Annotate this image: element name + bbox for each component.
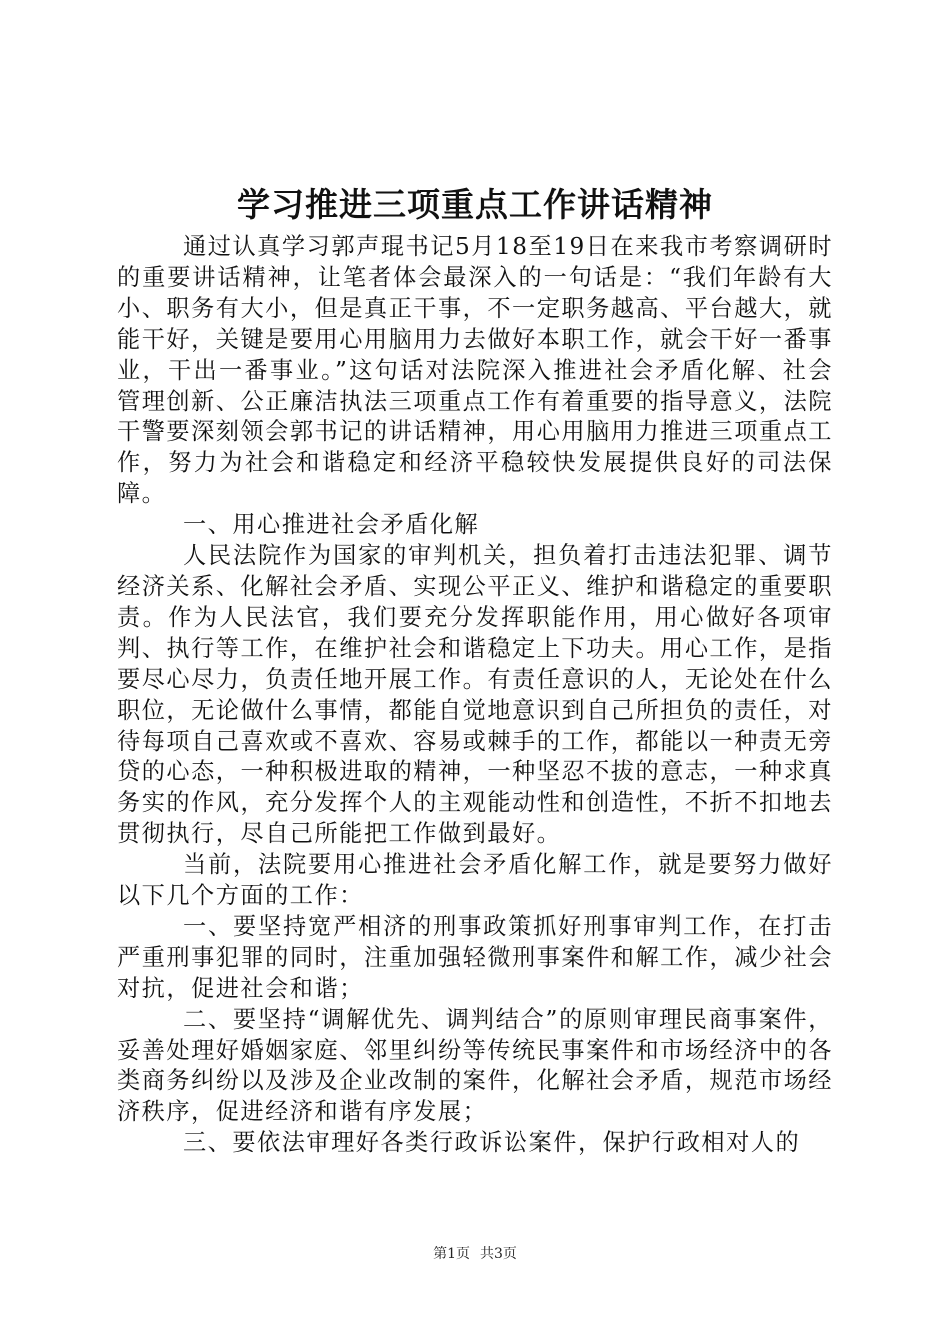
page-footer <box>0 1244 950 1264</box>
page-number: 第1页 <box>433 1246 470 1262</box>
paragraph-current-tasks: 当前，法院要用心推进社会矛盾化解工作，就是要努力做好以下几个方面的工作： <box>117 851 833 910</box>
section-heading-1: 一、用心推进社会矛盾化解 <box>183 511 480 539</box>
paragraph-intro: 通过认真学习郭声琨书记5月18至19日在来我市考察调研时的重要讲话精神，让笔者体会最深入的一句话是：“我们年龄有大小、职务有大小，但是真正干事，不一定职务越高、平台越大，就能干好，关键是要用心用脑用力去做好本职工作，就会干好一番事业，干出一番事业。”这句话对法院深入推进社会矛盾化解、社会管理创新、公正廉洁执法三项重点工作有着重要的指导意义，法院干警要深刻领会郭书记的讲话精神，用心用脑用力推进三项重点工作，努力为社会和谐稳定和经济平稳较快发展提供良好的司法保障。 <box>117 233 833 508</box>
list-item-administrative: 三、要依法审理好各类行政诉讼案件，保护行政相对人的 <box>183 1129 801 1157</box>
document-body <box>117 232 833 1159</box>
list-item-criminal: 一、要坚持宽严相济的刑事政策抓好刑事审判工作，在打击严重刑事犯罪的同时，注重加强轻微刑事案件和解工作，减少社会对抗，促进社会和谐； <box>117 912 833 1002</box>
paragraph-court-duties: 人民法院作为国家的审判机关，担负着打击违法犯罪、调节经济关系、化解社会矛盾、实现公平正义、维护和谐稳定的重要职责。作为人民法官，我们要充分发挥职能作用，用心做好各项审判、执行等工作，在维护社会和谐稳定上下功夫。用心工作，是指要尽心尽力，负责任地开展工作。有责任意识的人，无论处在什么职位，无论做什么事情，都能自觉地意识到自己所担负的责任，对待每项自己喜欢或不喜欢、容易或棘手的工作，都能以一种责无旁贷的心态，一种积极进取的精神，一种坚忍不拔的意志，一种求真务实的作风，充分发挥个人的主观能动性和创造性，不折不扣地去贯彻执行，尽自己所能把工作做到最好。 <box>117 542 833 848</box>
document-title: 学习推进三项重点工作讲话精神 <box>237 185 713 224</box>
page-total: 共3页 <box>480 1246 517 1262</box>
list-item-civil: 二、要坚持“调解优先、调判结合”的原则审理民商事案件，妥善处理好婚姻家庭、邻里纠纷等传统民事案件和市场经济中的各类商务纠纷以及涉及企业改制的案件，化解社会矛盾，规范市场经济秩序，促进经济和谐有序发展； <box>117 1005 833 1126</box>
